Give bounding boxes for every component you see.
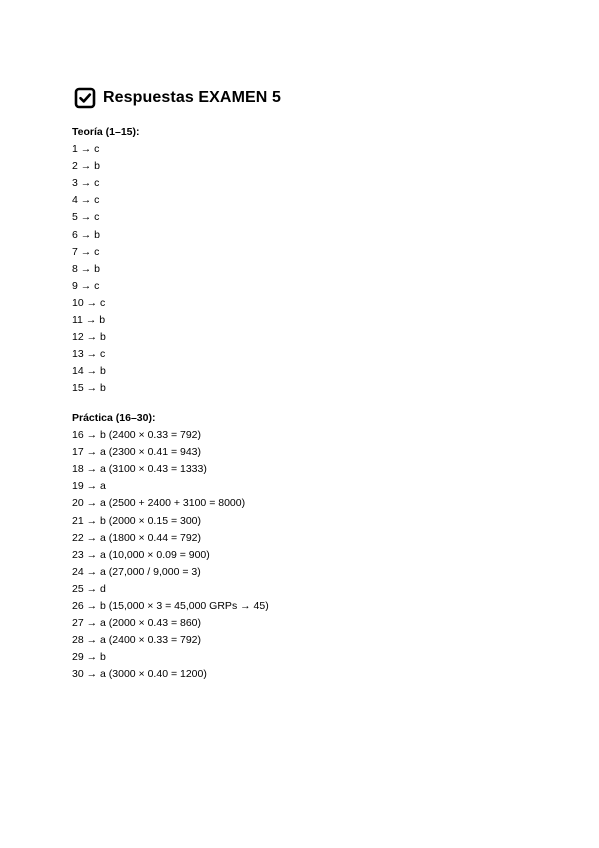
checked-box-icon	[74, 87, 96, 109]
answer-line: 5 → c	[72, 211, 100, 224]
theory-heading: Teoría (1–15):	[72, 126, 140, 138]
answer-line: 16 → b (2400 × 0.33 = 792)	[72, 429, 202, 442]
answer-line: 21 → b (2000 × 0.15 = 300)	[72, 514, 202, 527]
answer-line: 26 → b (15,000 × 3 = 45,000 GRPs → 45)	[72, 600, 269, 613]
answer-line: 23 → a (10,000 × 0.09 = 900)	[72, 548, 210, 561]
answer-line: 8 → b	[72, 262, 101, 275]
answer-line: 29 → b	[72, 651, 106, 664]
answer-line: 27 → a (2000 × 0.43 = 860)	[72, 617, 202, 630]
answer-line: 18 → a (3100 × 0.43 = 1333)	[72, 463, 207, 476]
practice-heading: Práctica (16–30):	[72, 412, 156, 424]
page-title: Respuestas EXAMEN 5	[103, 89, 281, 106]
answer-line: 25 → d	[72, 582, 106, 595]
answer-line: 14 → b	[72, 365, 106, 378]
answer-line: 13 → c	[72, 348, 106, 361]
answer-line: 28 → a (2400 × 0.33 = 792)	[72, 634, 202, 647]
theory-section	[72, 124, 140, 398]
title-row	[74, 86, 281, 110]
answer-line: 12 → b	[72, 331, 106, 344]
answer-line: 22 → a (1800 × 0.44 = 792)	[72, 531, 202, 544]
practice-section	[72, 410, 269, 684]
answer-line: 17 → a (2300 × 0.41 = 943)	[72, 446, 202, 459]
answer-line: 19 → a	[72, 480, 106, 493]
answer-line: 24 → a (27,000 / 9,000 = 3)	[72, 565, 201, 578]
answer-line: 30 → a (3000 × 0.40 = 1200)	[72, 668, 207, 681]
answer-line: 20 → a (2500 + 2400 + 3100 = 8000)	[72, 497, 246, 510]
answer-line: 10 → c	[72, 296, 106, 309]
answer-line: 2 → b	[72, 160, 101, 173]
answer-line: 15 → b	[72, 382, 106, 395]
answer-line: 4 → c	[72, 194, 100, 207]
answer-line: 6 → b	[72, 228, 101, 241]
answer-line: 7 → c	[72, 245, 100, 258]
answer-line: 3 → c	[72, 177, 100, 190]
answer-line: 1 → c	[72, 143, 100, 156]
answer-line: 9 → c	[72, 279, 100, 292]
answer-line: 11 → b	[72, 314, 106, 327]
